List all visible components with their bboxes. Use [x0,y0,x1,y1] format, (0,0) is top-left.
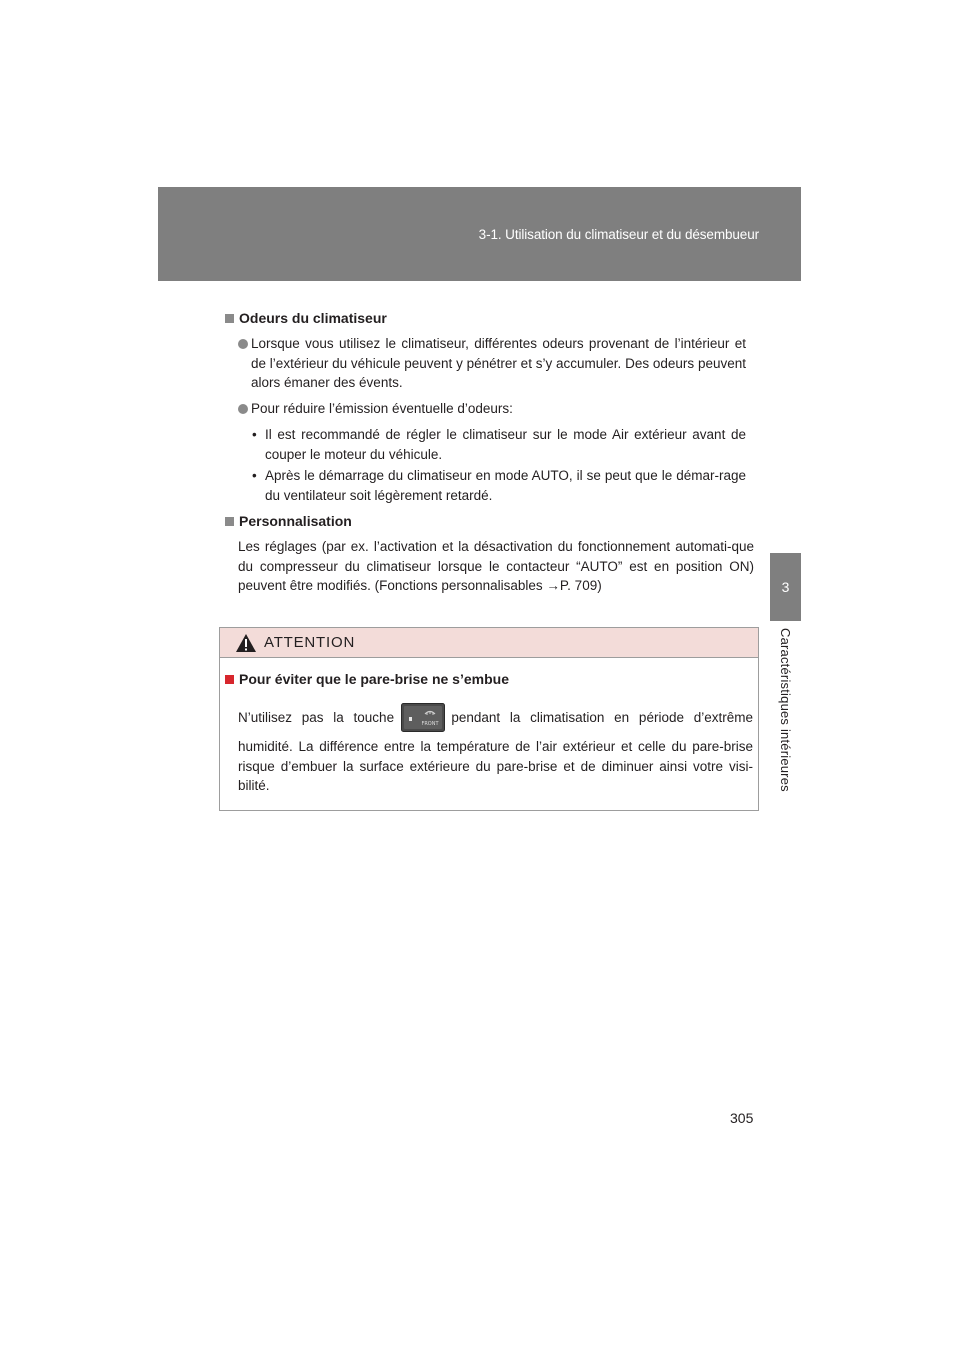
round-bullet-icon [238,339,248,349]
chapter-tab-label: Caractéristiques intérieures [778,628,793,792]
warning-first-line [238,703,753,732]
bullet-text: Lorsque vous utilisez le climatiseur, différentes odeurs provenant de l’intérieur et de l’extérieur du véhicule peuvent y pénétrer et s’y accumuler. Des odeurs peuvent alors émaner des évents. [251,336,746,390]
sub-bullet-text: Il est recommandé de régler le climatiseur sur le mode Air extérieur avant de couper le moteur du véhicule. [265,427,746,462]
chapter-tab-label-wrap [770,628,801,808]
section-title-odeurs-text: Odeurs du climatiseur [239,310,387,326]
chapter-title: 3-1. Utilisation du climatiseur et du désembueur [478,227,759,242]
warning-title [225,671,509,687]
round-bullet-icon [238,404,248,414]
warning-header-label: ATTENTION [264,634,356,651]
front-button-label: FRONT [421,721,439,727]
sub-bullet-item [252,425,746,464]
warning-header [220,628,758,658]
warning-rest-text: humidité. La différence entre la température de l’air extérieur et celle du pare-brise risque d’embuer la surface extérieure du pare-brise et de diminuer ainsi votre visi-bilité. [238,739,753,793]
warning-text-before: N’utilisez pas la touche [238,709,395,725]
sub-bullet-item [252,466,746,505]
sub-bullet-marker: • [252,468,257,483]
section-title-odeurs [225,310,387,326]
red-square-bullet-icon [225,675,234,684]
warning-text-after: pendant la climatisation en période d’extrême [451,709,753,725]
front-defroster-button-icon [401,703,445,732]
warning-triangle-icon [235,633,257,653]
warning-title-text: Pour éviter que le pare-brise ne s’embue [239,671,509,687]
square-bullet-icon [225,517,234,526]
page-header [158,187,801,281]
sub-bullet-marker: • [252,427,257,442]
section-title-perso [225,513,352,529]
page-number: 305 [730,1110,754,1126]
section-title-perso-text: Personnalisation [239,513,352,529]
sub-bullet-text: Après le démarrage du climatiseur en mode AUTO, il se peut que le démar-rage du ventilateur soit légèrement retardé. [265,468,746,503]
chapter-tab-number: 3 [770,553,801,621]
square-bullet-icon [225,314,234,323]
bullet-item [238,399,746,419]
bullet-item [238,334,746,393]
bullet-text: Pour réduire l’émission éventuelle d’odeurs: [251,401,513,416]
perso-paragraph: Les réglages (par ex. l’activation et la désactivation du fonctionnement automati-que du compresseur du climatiseur lorsque le contacteur “AUTO” est en position ON) peuvent être modifiés. (Fonctions personnalisables →P. 709) [238,539,754,593]
